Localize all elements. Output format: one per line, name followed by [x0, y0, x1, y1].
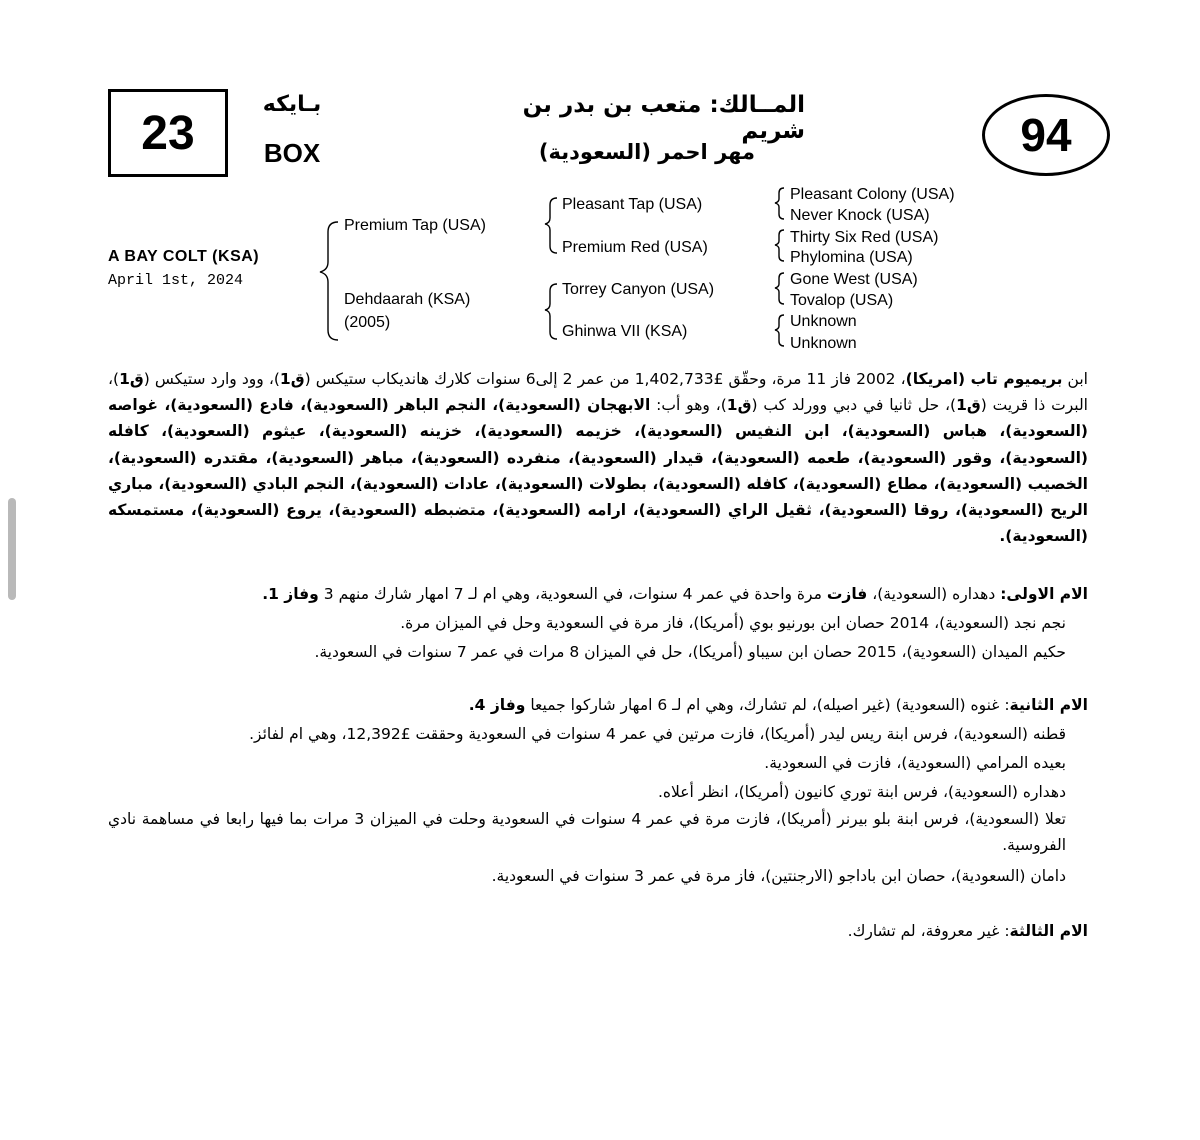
pedigree-dss: Gone West (USA)	[790, 271, 918, 288]
box-label-arabic: بـايكه	[262, 92, 322, 117]
sire-para-text: )، وود وارد ستيكس (	[143, 370, 280, 388]
catalogue-number: 94	[1020, 109, 1072, 161]
horse-title: A BAY COLT (KSA)	[108, 248, 260, 265]
owner-name: متعب بن بدر بن شريم	[522, 92, 805, 144]
sire-para-text: ، 2002 فاز 11 مرة، وحقّق £1,402,733 من عمر 2 إلى6 سنوات كلارك هانديكاب ستيكس (	[304, 370, 906, 388]
first-dam-won: فازت	[826, 585, 868, 603]
horse-description-arabic: مهر احمر (السعودية)	[538, 140, 755, 164]
sire-name: بريميوم تاب (امريكا)	[905, 370, 1063, 388]
first-dam-text: دهداره (السعودية)،	[867, 585, 1001, 603]
second-dam-offspring-5: دامان (السعودية)، حصان ابن باداجو (الارجنتين)، فاز مرة في عمر 3 سنوات في السعودية.	[491, 867, 1066, 885]
pedigree-sdd: Phylomina (USA)	[790, 249, 913, 266]
group-1-marker: ق1	[279, 370, 305, 388]
pedigree-sire: Premium Tap (USA)	[344, 217, 486, 234]
owner-line	[460, 92, 805, 144]
first-dam-winners: وفاز 1	[268, 585, 319, 603]
second-dam-offspring-3: دهداره (السعودية)، فرس ابنة توري كانيون (أمريكا)، انظر أعلاه.	[657, 783, 1066, 801]
sire-para-text: ابن	[1062, 370, 1088, 388]
scrollbar-thumb[interactable]	[8, 498, 16, 600]
third-dam-text: : غير معروفة، لم تشارك.	[847, 922, 1010, 940]
brace-dam	[545, 284, 557, 339]
pedigree-dam-sire: Torrey Canyon (USA)	[562, 281, 715, 298]
second-dam-label: الام الثانية	[1009, 696, 1088, 714]
sire-progeny-list: الابهجان (السعودية)، النجم الباهر (السعودية)، فادع (السعودية)، غواصه (السعودية)، هباس (السعودية)، ابن النفيس (السعودية)، خزيمه (السعودية)، خزينه (السعودية)، عيثوم (السعودية)، كافله (السعودية)، وقور (السعودية)، طعمه (السعودية)، قيدار (السعودية)، منفرده (السعودية)، مباهر (السعودية)، مقتدره (السعودية)، الخصيب (السعودية)، مطاع (السعودية)، كافله (السعودية)، بطولات (السعودية)، عادات (السعودية)، النجم البادي (السعودية)، مباري الريح (السعودية)، روقا (السعودية)، ثقيل الراي (السعودية)، ارامه (السعودية)، متضبطه (السعودية)، يروع (السعودية)، مستمسكه (السعودية).	[108, 396, 1088, 546]
second-dam-offspring-4: تعلا (السعودية)، فرس ابنة بلو بيرنر (أمريكا)، فازت مرة في عمر 4 سنوات في السعودية وحلت في الميزان 3 مرات بما فيها رابعا في مساهمة نادي الفروسية.	[108, 810, 1066, 854]
pedigree-ssd: Never Knock (USA)	[790, 207, 930, 224]
second-dam-offspring-2: بعيده المرامي (السعودية)، فازت في السعودية.	[764, 754, 1066, 772]
sire-para-text: )، حل ثانيا في دبي وورلد كب (	[751, 396, 957, 415]
second-dam-winners: وفاز 4	[474, 696, 526, 714]
box-number: 23	[141, 106, 195, 160]
box-number-frame	[108, 89, 228, 177]
group-1-marker: ق1	[956, 396, 981, 415]
third-dam-label: الام الثالثة	[1009, 922, 1088, 940]
group-1-marker: ق1	[119, 370, 144, 388]
third-dam-line	[848, 917, 1088, 946]
pedigree-dam-year: (2005)	[344, 314, 391, 331]
pedigree-dsd: Tovalop (USA)	[790, 292, 894, 309]
sire-para-text: )، البرت ذا قريت (	[108, 370, 1088, 415]
second-dam-text: .	[468, 696, 475, 714]
sire-para-text: )، وهو أب:	[650, 396, 727, 415]
pedigree-sire-dam: Premium Red (USA)	[562, 239, 708, 256]
first-dam-offspring-2: حكيم الميدان (السعودية)، 2015 حصان ابن سيباو (أمريكا)، حل في الميزان 8 مرات في عمر 7 سنوات في السعودية.	[314, 643, 1066, 661]
second-dam-heading	[469, 691, 1088, 720]
brace-sd	[775, 230, 784, 261]
first-dam-heading	[262, 580, 1088, 609]
pedigree-dam: Dehdaarah (KSA)	[344, 291, 471, 308]
owner-label: المــالك:	[709, 92, 805, 118]
catalogue-number-oval	[982, 94, 1110, 176]
sire-paragraph	[108, 366, 1088, 549]
first-dam-offspring-1: نجم نجد (السعودية)، 2014 حصان ابن بورنيو بوي (أمريكا)، فاز مرة في السعودية وحل في الميزان مرة.	[400, 614, 1066, 632]
group-1-marker: ق1	[726, 396, 752, 415]
brace-dd	[775, 315, 784, 346]
brace-main	[320, 222, 338, 340]
brace-sire	[545, 198, 557, 253]
pedigree-sss: Pleasant Colony (USA)	[790, 186, 955, 203]
first-dam-text: مرة واحدة في عمر 4 سنوات، في السعودية، وهي ام لـ 7 امهار شارك منهم 3	[318, 585, 827, 603]
first-dam-label: الام الاولى:	[1000, 585, 1088, 603]
brace-ds	[775, 273, 784, 304]
pedigree-dam-dam: Ghinwa VII (KSA)	[562, 323, 688, 340]
horse-date-of-birth: April 1st, 2024	[108, 272, 244, 289]
pedigree-sire-sire: Pleasant Tap (USA)	[562, 196, 703, 213]
pedigree-sds: Thirty Six Red (USA)	[790, 229, 939, 246]
box-label-english: BOX	[263, 138, 321, 168]
second-dam-text: : غنوه (السعودية) (غير اصيله)، لم تشارك، وهي ام لـ 6 امهار شاركوا جميعا	[525, 696, 1010, 714]
pedigree-ddd: Unknown	[790, 335, 857, 352]
pedigree-dds: Unknown	[790, 313, 857, 330]
brace-ss	[775, 188, 784, 219]
second-dam-offspring-1: قطنه (السعودية)، فرس ابنة ريس ليدر (أمريكا)، فازت مرتين في عمر 4 سنوات في السعودية وحققت £12,392، وهي ام لفائز.	[249, 725, 1066, 743]
first-dam-text: .	[262, 585, 269, 603]
